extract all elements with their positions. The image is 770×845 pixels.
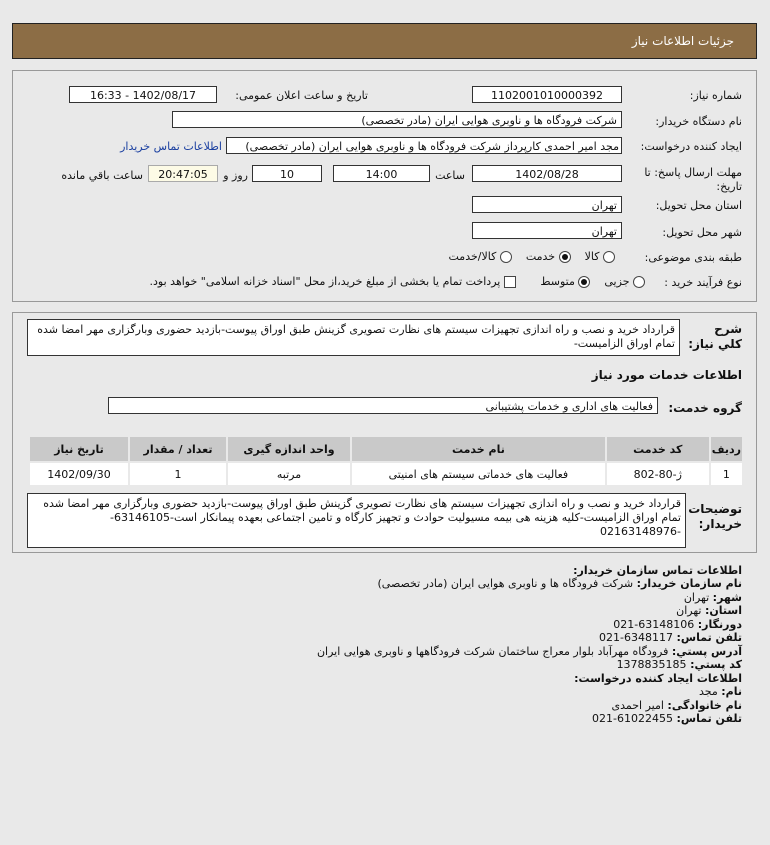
radio-goods-service-label: کالا/خدمت <box>448 250 497 263</box>
creator-name: نام: مجد <box>698 685 742 698</box>
col-date: تاریخ نیاز <box>30 437 128 461</box>
page-header <box>12 23 757 59</box>
cell-date: 1402/09/30 <box>30 463 128 485</box>
contact-fax: دورنگار: 63148106-021 <box>613 618 742 631</box>
time-label: ساعت <box>435 169 465 182</box>
creator-family: نام خانوادگی: امیر احمدی <box>611 699 742 712</box>
buyer-notes-box: قرارداد خرید و نصب و راه اندازی تجهیزات سیستم های نظارت تصویری گزینش طبق اوراق پیوست-بازدید حضوری وبارگزاری مهر امضا شده تمام اوراق الزامیست-کلیه هزینه هی بیمه مسیولیت حوادث و تجهیز کارگاه و تامین اجتماعی بعهده پیمانکار است-63146105--02163148976 <box>27 493 686 548</box>
col-row: ردیف <box>711 437 742 461</box>
service-group-field: فعالیت های اداری و خدمات پشتیبانی <box>108 397 658 414</box>
radio-minor-label: جزیی <box>604 275 630 288</box>
contact-postal: کد پستي: 1378835185 <box>616 658 742 671</box>
radio-medium-label: متوسط <box>540 275 575 288</box>
deadline-label: مهلت ارسال پاسخ: تا تاریخ: <box>644 166 742 193</box>
table-row <box>30 463 742 485</box>
radio-medium[interactable] <box>578 276 590 288</box>
cell-unit: مرتبه <box>228 463 350 485</box>
process-label: نوع فرآیند خرید : <box>664 276 742 289</box>
contact-heading: اطلاعات تماس سازمان خریدار: <box>573 564 742 577</box>
process-radios <box>150 275 645 288</box>
need-number-label: شماره نیاز: <box>689 89 742 102</box>
radio-goods-label: کالا <box>584 250 600 263</box>
province-field: تهران <box>472 196 622 213</box>
cell-name: فعالیت های خدماتی سیستم های امنیتی <box>352 463 605 485</box>
contact-phone: تلفن تماس: 6348117-021 <box>599 631 742 644</box>
payment-note: پرداخت تمام یا بخشی از مبلغ خرید،از محل "اسناد خزانه اسلامی" خواهد بود. <box>149 275 501 288</box>
category-label: طبقه بندی موضوعی: <box>644 251 742 264</box>
announce-label: تاریخ و ساعت اعلان عمومی: <box>235 89 368 102</box>
creator-field: مجد امیر احمدی کارپرداز شرکت فرودگاه ها و ناوبری هوایی ایران (مادر تخصصی) <box>226 137 622 154</box>
creator-phone: تلفن تماس: 61022455-021 <box>592 712 742 725</box>
summary-box: قرارداد خرید و نصب و راه اندازی تجهیزات سیستم های نظارت تصویری گزینش طبق اوراق پیوست-بازدید حضوری وبارگزاری مهر امضا شده تمام اوراق الزامیست- <box>27 319 680 356</box>
col-unit: واحد اندازه گیری <box>228 437 350 461</box>
days-field: 10 <box>252 165 322 182</box>
creator-label: ایجاد کننده درخواست: <box>640 140 742 153</box>
cell-code: ژ-80-802 <box>607 463 709 485</box>
cell-qty: 1 <box>130 463 226 485</box>
days-label: روز و <box>223 169 248 182</box>
services-heading: اطلاعات خدمات مورد نیاز <box>591 368 742 382</box>
need-number-field: 1102001010000392 <box>472 86 622 103</box>
contact-address: آدرس پستي: فرودگاه مهرآباد بلوار معراج ساختمان شرکت فرودگاهها و ناوبری هوایی ایران <box>316 645 742 658</box>
radio-service-label: خدمت <box>525 250 556 263</box>
buyer-field: شرکت فرودگاه ها و ناوبری هوایی ایران (مادر تخصصی) <box>172 111 622 128</box>
buyer-label: نام دستگاه خریدار: <box>655 115 742 128</box>
service-group-label: گروه خدمت: <box>668 401 742 415</box>
deadline-date-field: 1402/08/28 <box>472 165 622 182</box>
radio-goods-service[interactable] <box>500 251 512 263</box>
summary-label: شرح کلي نیاز: <box>688 322 742 351</box>
col-name: نام خدمت <box>352 437 605 461</box>
creator-heading: اطلاعات ایجاد کننده درخواست: <box>574 672 742 685</box>
province-label: استان محل تحویل: <box>655 199 742 212</box>
contact-org: نام سازمان خریدار: شرکت فرودگاه ها و ناوبری هوایی ایران (مادر تخصصی) <box>377 577 742 590</box>
treasury-checkbox[interactable] <box>504 276 516 288</box>
city-field: تهران <box>472 222 622 239</box>
radio-goods[interactable] <box>603 251 615 263</box>
col-code: کد خدمت <box>607 437 709 461</box>
page-title: جزئیات اطلاعات نیاز <box>631 34 734 48</box>
contact-province: استان: تهران <box>676 604 742 617</box>
remaining-timer: 20:47:05 <box>148 165 218 182</box>
radio-service[interactable] <box>559 251 571 263</box>
cell-row: 1 <box>711 463 742 485</box>
services-table <box>28 435 744 487</box>
city-label: شهر محل تحویل: <box>662 226 742 239</box>
buyer-contact-link[interactable]: اطلاعات تماس خریدار <box>120 140 222 153</box>
table-header-row <box>30 437 742 461</box>
buyer-notes-label: توضیحات خریدار: <box>688 502 742 531</box>
contact-city: شهر: تهران <box>683 591 742 604</box>
radio-minor[interactable] <box>633 276 645 288</box>
announce-field: 1402/08/17 - 16:33 <box>69 86 217 103</box>
category-radios <box>449 250 616 263</box>
remaining-label: ساعت باقي مانده <box>61 169 143 182</box>
deadline-time-field: 14:00 <box>333 165 430 182</box>
col-qty: تعداد / مقدار <box>130 437 226 461</box>
